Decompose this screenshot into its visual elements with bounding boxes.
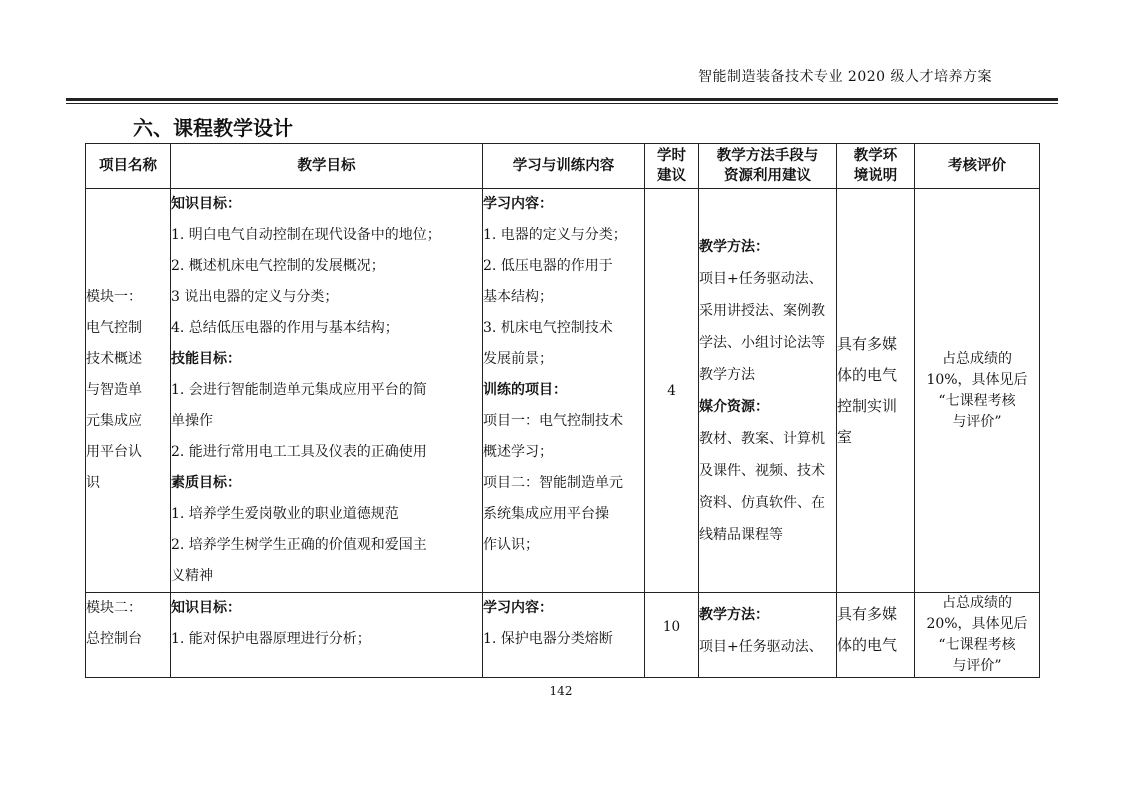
document-header-title: 智能制造装备技术专业 2020 级人才培养方案 [697,69,992,85]
header-hours-line2: 建议 [657,168,686,184]
goal-line: 4. 总结低压电器的作用与基本结构； [171,320,399,336]
header-rule-thick [66,98,1058,101]
goal-line: 1. 能对保护电器原理进行分析； [171,631,371,647]
environment-line: 具有多媒 [837,605,898,623]
header-environment-line1: 教学环 [853,148,898,164]
methods-line: 采用讲授法、案例教 [699,302,825,319]
header-assessment: 考核评价 [915,144,1040,189]
goal-line: 2. 能进行常用电工工具及仪表的正确使用 [171,444,427,460]
curriculum-design-table [85,143,1040,678]
header-environment-line2: 境说明 [853,168,898,184]
assessment-line: 10%，具体见后 [926,371,1028,388]
table-row [86,593,1040,678]
module-name-line: 技术概述 [86,351,142,367]
environment-line: 体的电气 [837,365,898,384]
module-name-line: 电气控制 [86,320,142,336]
methods-cell [699,593,837,678]
methods-line: 线精品课程等 [699,526,783,543]
assessment-line: 与评价” [952,658,1002,674]
environment-cell [837,593,915,678]
content-heading: 训练的项目： [483,382,567,398]
content-line: 作认识； [483,537,539,553]
assessment-line: “七课程考核 [938,392,1016,409]
header-environment [837,144,915,189]
header-learning-content: 学习与训练内容 [483,144,645,189]
goal-line: 2. 概述机床电气控制的发展概况； [171,258,385,274]
hours-cell: 10 [645,593,699,678]
methods-line: 资料、仿真软件、在 [699,494,825,511]
content-line: 概述学习； [483,444,553,460]
environment-line: 体的电气 [837,636,898,654]
goal-line: 义精神 [171,568,213,584]
methods-line: 教学方法 [699,366,755,383]
goal-heading: 知识目标： [171,600,241,616]
assessment-cell [915,593,1040,678]
environment-line: 室 [837,427,853,446]
module-name-line: 模块一： [86,289,142,305]
header-methods-line1: 教学方法手段与 [716,148,819,164]
goal-line: 3 说出电器的定义与分类； [171,289,339,305]
content-line: 基本结构； [483,289,553,305]
goal-heading: 技能目标： [171,351,241,367]
content-line: 1. 保护电器分类熔断 [483,631,613,647]
module-name-line: 识 [86,475,100,491]
goal-line: 1. 培养学生爱岗敬业的职业道德规范 [171,506,399,522]
goal-line: 1. 明白电气自动控制在现代设备中的地位； [171,227,441,243]
module-name-cell [86,189,171,593]
methods-line: 及课件、视频、技术 [699,462,825,479]
assessment-line: 占总成绩的 [942,350,1012,367]
goal-heading: 素质目标： [171,475,241,491]
header-methods [699,144,837,189]
methods-cell [699,189,837,593]
hours-cell: 4 [645,189,699,593]
content-line: 系统集成应用平台操 [483,506,609,522]
content-line: 发展前景； [483,351,553,367]
content-line: 3. 机床电气控制技术 [483,320,613,336]
section-title: 六、课程教学设计 [133,116,293,140]
module-name-cell [86,593,171,678]
header-hours-line1: 学时 [657,148,686,164]
content-line: 项目二：智能制造单元 [483,475,623,491]
goal-line: 1. 会进行智能制造单元集成应用平台的简 [171,382,427,398]
module-name-line: 元集成应 [86,413,142,429]
header-teaching-goals: 教学目标 [171,144,483,189]
methods-line: 项目+任务驱动法、 [699,270,823,287]
methods-heading: 教学方法： [699,607,769,623]
header-hours [645,144,699,189]
assessment-line: “七课程考核 [938,637,1016,653]
teaching-goals-cell [171,593,483,678]
content-line: 2. 低压电器的作用于 [483,258,613,274]
module-name-line: 模块二： [86,600,142,616]
content-heading: 学习内容： [483,600,553,616]
assessment-line: 与评价” [952,413,1002,430]
environment-line: 控制实训 [837,396,898,415]
module-name-line: 总控制台 [86,631,142,647]
table-header-row [86,144,1040,189]
learning-content-cell [483,593,645,678]
environment-cell [837,189,915,593]
assessment-line: 占总成绩的 [942,595,1012,611]
goal-heading: 知识目标： [171,196,241,212]
header-methods-line2: 资源利用建议 [724,168,811,184]
methods-heading: 教学方法： [699,238,769,255]
environment-line: 具有多媒 [837,334,898,353]
methods-heading: 媒介资源： [699,398,769,415]
table-row [86,189,1040,593]
content-line: 1. 电器的定义与分类； [483,227,627,243]
header-rule-thin [66,103,1058,104]
content-line: 项目一：电气控制技术 [483,413,623,429]
assessment-cell [915,189,1040,593]
goal-line: 2. 培养学生树学生正确的价值观和爱国主 [171,537,427,553]
content-heading: 学习内容： [483,196,553,212]
module-name-line: 用平台认 [86,444,142,460]
methods-line: 教材、教案、计算机 [699,430,825,447]
page-number: 142 [549,684,573,698]
teaching-goals-cell [171,189,483,593]
assessment-line: 20%，具体见后 [926,616,1028,632]
methods-line: 项目+任务驱动法、 [699,639,823,655]
learning-content-cell [483,189,645,593]
methods-line: 学法、小组讨论法等 [699,334,825,351]
module-name-line: 与智造单 [86,382,142,398]
header-project-name: 项目名称 [86,144,171,189]
goal-line: 单操作 [171,413,213,429]
